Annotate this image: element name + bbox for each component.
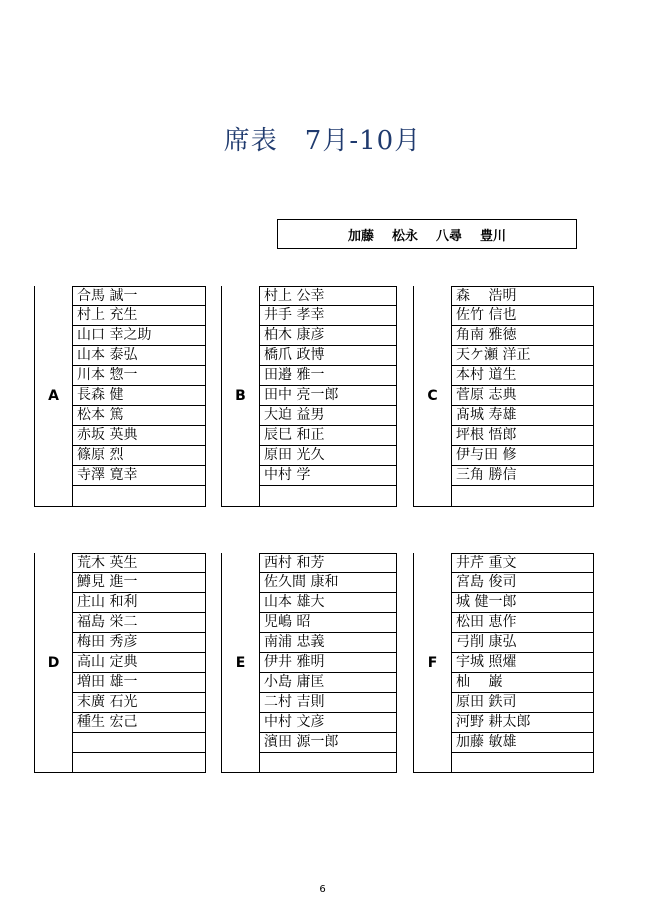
staff-name: 豊川 (480, 228, 507, 244)
seat-group-b (221, 286, 397, 507)
member-row: 濱田 源一郎 (260, 733, 396, 753)
member-list (73, 286, 205, 506)
member-row: 坪根 悟郎 (452, 426, 593, 446)
staff-name: 松永 (391, 228, 418, 244)
member-row: 末廣 石光 (73, 693, 205, 713)
member-row: 小島 庸匡 (260, 673, 396, 693)
member-row (73, 486, 205, 506)
member-row: 西村 和芳 (260, 553, 396, 573)
member-row: 松田 恵作 (452, 613, 593, 633)
group-label: A (35, 286, 73, 506)
member-row: 増田 雄一 (73, 673, 205, 693)
member-row: 森 浩明 (452, 286, 593, 306)
member-row (452, 753, 593, 773)
member-row: 菅原 志典 (452, 386, 593, 406)
member-row: 村上 公幸 (260, 286, 396, 306)
member-row: 児嶋 昭 (260, 613, 396, 633)
member-row: 福島 栄二 (73, 613, 205, 633)
member-row: 山本 泰弘 (73, 346, 205, 366)
member-list (452, 286, 593, 506)
group-label: B (222, 286, 260, 506)
member-row: 大迫 益男 (260, 406, 396, 426)
member-row: 原田 鉄司 (452, 693, 593, 713)
member-row: 伊与田 修 (452, 446, 593, 466)
group-label: F (414, 553, 452, 772)
member-row: 合馬 誠一 (73, 286, 205, 306)
member-row: 佐竹 信也 (452, 306, 593, 326)
member-row: 山本 雄大 (260, 593, 396, 613)
member-row: 橋爪 政博 (260, 346, 396, 366)
member-row: 二村 吉則 (260, 693, 396, 713)
member-row (73, 753, 205, 773)
seat-group-f (413, 553, 594, 773)
member-row: 川本 惣一 (73, 366, 205, 386)
staff-name: 加藤 (347, 228, 374, 244)
member-row: 宮島 俊司 (452, 573, 593, 593)
member-list (452, 553, 593, 773)
member-row: 中村 学 (260, 466, 396, 486)
member-row: 種生 宏己 (73, 713, 205, 733)
member-row: 井手 孝幸 (260, 306, 396, 326)
group-label: E (222, 553, 260, 772)
page-number: 6 (319, 884, 326, 895)
member-row (260, 753, 396, 773)
member-row: 庄山 和利 (73, 593, 205, 613)
member-row: 田邉 雅一 (260, 366, 396, 386)
member-row: 井芹 重文 (452, 553, 593, 573)
member-row: 寺澤 寛幸 (73, 466, 205, 486)
group-label: C (414, 286, 452, 506)
member-row: 柏木 康彦 (260, 326, 396, 346)
staff-name: 八尋 (436, 228, 463, 244)
member-row: 鱒見 進一 (73, 573, 205, 593)
member-row: 長森 健 (73, 386, 205, 406)
member-row: 弓削 康弘 (452, 633, 593, 653)
member-row: 松本 篤 (73, 406, 205, 426)
page-title: 席表 7月-10月 (223, 126, 422, 156)
member-row: 河野 耕太郎 (452, 713, 593, 733)
member-row: 山口 幸之助 (73, 326, 205, 346)
member-list (260, 553, 396, 773)
member-row: 三角 勝信 (452, 466, 593, 486)
member-row: 荒木 英生 (73, 553, 205, 573)
member-row: 中村 文彦 (260, 713, 396, 733)
member-row: 伊井 雅明 (260, 653, 396, 673)
member-row: 梅田 秀彦 (73, 633, 205, 653)
member-row: 村上 充生 (73, 306, 205, 326)
member-row: 本村 道生 (452, 366, 593, 386)
seat-group-d (34, 553, 206, 773)
member-list (260, 286, 396, 506)
seat-group-a (34, 286, 206, 507)
member-list (73, 553, 205, 773)
member-row: 篠原 烈 (73, 446, 205, 466)
seat-group-c (413, 286, 594, 507)
member-row: 佐久間 康和 (260, 573, 396, 593)
member-row: 城 健一郎 (452, 593, 593, 613)
member-row: 杣 巌 (452, 673, 593, 693)
staff-box (277, 219, 577, 249)
seat-group-e (221, 553, 397, 773)
member-row: 高山 定典 (73, 653, 205, 673)
member-row: 角南 雅徳 (452, 326, 593, 346)
member-row: 辰巳 和正 (260, 426, 396, 446)
member-row (73, 733, 205, 753)
member-row: 加藤 敏雄 (452, 733, 593, 753)
member-row: 南浦 忠義 (260, 633, 396, 653)
member-row: 田中 亮一郎 (260, 386, 396, 406)
member-row (452, 486, 593, 506)
group-label: D (35, 553, 73, 772)
member-row: 髙城 寿雄 (452, 406, 593, 426)
member-row: 赤坂 英典 (73, 426, 205, 446)
member-row (260, 486, 396, 506)
member-row: 原田 光久 (260, 446, 396, 466)
member-row: 天ケ瀬 洋正 (452, 346, 593, 366)
member-row: 宇城 照燿 (452, 653, 593, 673)
